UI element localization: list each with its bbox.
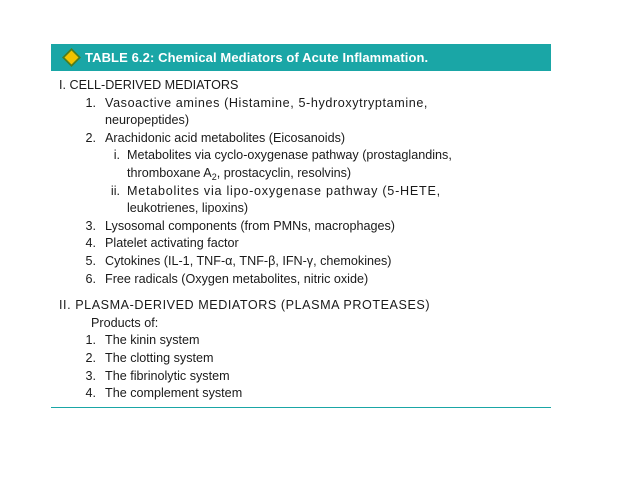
- sub-item-text: Metabolites via lipo-oxygenase pathway (5-HETE,: [127, 183, 441, 198]
- sub-item-continuation: leukotrienes, lipoxins): [127, 201, 249, 216]
- sub-list-item: [51, 147, 551, 165]
- products-label: Products of:: [91, 315, 159, 330]
- list-item: [51, 385, 551, 403]
- list-item: [51, 368, 551, 386]
- list-item: [51, 350, 551, 368]
- section-heading-cell-derived: I. CELL-DERIVED MEDIATORS: [59, 78, 239, 92]
- item-text: The kinin system: [105, 333, 200, 348]
- sub-item-cont-post: , prostacyclin, resolvins): [216, 165, 352, 180]
- section-gap: [51, 288, 551, 297]
- item-text: Lysosomal components (from PMNs, macrophages): [105, 218, 395, 233]
- item-number: 1.: [85, 333, 96, 348]
- list-item: [51, 271, 551, 289]
- item-text: Free radicals (Oxygen metabolites, nitric oxide): [105, 271, 369, 286]
- subscript: 2: [211, 171, 217, 182]
- diamond-icon: [62, 48, 81, 67]
- list-item: [51, 235, 551, 253]
- table-header: [51, 44, 551, 71]
- item-number: 5.: [85, 253, 96, 268]
- section-heading-plasma-derived: II. PLASMA-DERIVED MEDIATORS (PLASMA PROTEASES): [59, 298, 431, 313]
- table-title: TABLE 6.2: Chemical Mediators of Acute Inflammation.: [85, 50, 429, 65]
- item-number: 4.: [85, 386, 96, 401]
- list-item: [51, 218, 551, 236]
- item-number: 4.: [85, 236, 96, 251]
- sub-item-text: Metabolites via cyclo-oxygenase pathway (prostaglandins,: [127, 148, 452, 163]
- item-number: 2.: [85, 350, 96, 365]
- list-item: [51, 253, 551, 271]
- sub-item-cont-pre: thromboxane A: [127, 165, 212, 180]
- sub-item-number: i.: [113, 148, 120, 163]
- list-item: [51, 332, 551, 350]
- item-number: 1.: [85, 95, 96, 110]
- item-text: Platelet activating factor: [105, 236, 239, 251]
- table-marker: [51, 44, 85, 71]
- item-text: The fibrinolytic system: [105, 368, 230, 383]
- item-text: Cytokines (IL-1, TNF-α, TNF-β, IFN-γ, chemokines): [105, 253, 392, 268]
- item-number: 3.: [85, 218, 96, 233]
- table-body: [51, 71, 551, 403]
- item-text: Vasoactive amines (Histamine, 5-hydroxytryptamine,: [105, 95, 429, 110]
- sub-list-item: [51, 183, 551, 201]
- list-item: [51, 95, 551, 113]
- list-item: [51, 130, 551, 148]
- sub-item-number: ii.: [110, 183, 120, 198]
- item-text: Arachidonic acid metabolites (Eicosanoids): [105, 130, 346, 145]
- item-text: The clotting system: [105, 350, 214, 365]
- item-number: 2.: [85, 130, 96, 145]
- item-text: The complement system: [105, 386, 243, 401]
- table-bottom-rule: [51, 407, 551, 408]
- item-number: 6.: [85, 271, 96, 286]
- sub-item-continuation: [51, 165, 551, 183]
- item-number: 3.: [85, 368, 96, 383]
- mediators-table: [51, 44, 551, 408]
- item-continuation: neuropeptides): [105, 113, 190, 128]
